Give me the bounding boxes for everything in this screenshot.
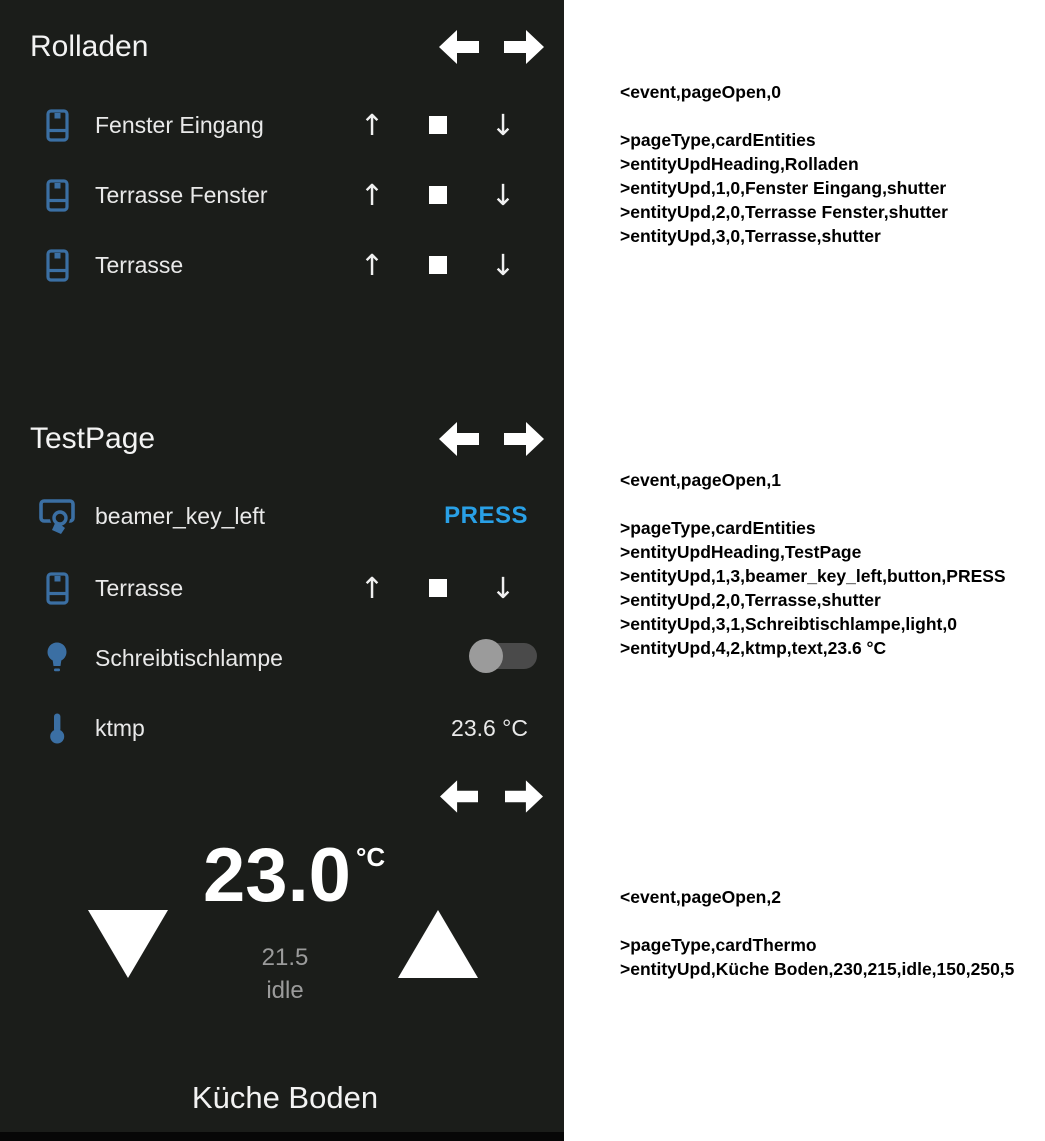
- protocol-command-line: >entityUpdHeading,Rolladen: [620, 154, 859, 174]
- window-shutter-icon: [38, 566, 76, 610]
- arrow-right-bold-icon: [504, 422, 544, 461]
- nav-next-button[interactable]: [503, 422, 545, 460]
- protocol-command-line: >pageType,cardEntities: [620, 518, 816, 538]
- entity-row: [0, 636, 564, 680]
- protocol-command-line: >entityUpd,Küche Boden,230,215,idle,150,250,5: [620, 959, 1015, 979]
- temp-increase-button[interactable]: [398, 910, 478, 978]
- arrow-down-icon: ↓: [490, 571, 516, 605]
- lightbulb-icon: [38, 636, 76, 680]
- thermometer-icon: [38, 706, 76, 750]
- protocol-command-line: >entityUpd,3,0,Terrasse,shutter: [620, 226, 881, 246]
- protocol-command-line: >entityUpdHeading,TestPage: [620, 542, 862, 562]
- protocol-event-line: <event,pageOpen,2: [620, 887, 781, 907]
- protocol-block-page2: [620, 885, 1040, 981]
- protocol-command-line: >entityUpd,4,2,ktmp,text,23.6 °C: [620, 638, 887, 658]
- shutter-down-button[interactable]: [483, 566, 523, 610]
- nav-next-button[interactable]: [503, 30, 545, 68]
- thermostat-name: Küche Boden: [191, 1080, 379, 1115]
- arrow-right-bold-icon: [505, 780, 543, 818]
- arrow-right-bold-icon: [504, 30, 544, 69]
- window-shutter-icon: [38, 103, 76, 147]
- protocol-command-line: >entityUpd,2,0,Terrasse Fenster,shutter: [620, 202, 948, 222]
- gesture-tap-button-icon: [38, 494, 76, 538]
- entity-label: Fenster Eingang: [95, 112, 264, 138]
- shutter-stop-button[interactable]: [429, 116, 447, 134]
- entity-label: ktmp: [95, 715, 145, 741]
- press-button[interactable]: PRESS: [444, 502, 528, 529]
- shutter-stop-button[interactable]: [429, 579, 447, 597]
- arrow-down-icon: ↓: [490, 108, 516, 142]
- protocol-command-line: >pageType,cardEntities: [620, 130, 816, 150]
- page-title-rolladen: Rolladen: [30, 30, 149, 63]
- arrow-down-icon: ↓: [490, 178, 516, 212]
- entity-label: Terrasse Fenster: [95, 182, 268, 208]
- nav-prev-button[interactable]: [438, 30, 480, 68]
- protocol-commands: [620, 516, 1040, 660]
- temp-decrease-button[interactable]: [88, 910, 168, 978]
- shutter-stop-button[interactable]: [429, 256, 447, 274]
- shutter-down-button[interactable]: [483, 103, 523, 147]
- shutter-up-button[interactable]: [352, 173, 392, 217]
- shutter-stop-button[interactable]: [429, 186, 447, 204]
- protocol-commands: [620, 128, 1040, 248]
- entity-label: Terrasse: [95, 252, 184, 278]
- shutter-up-button[interactable]: [352, 243, 392, 287]
- current-temperature: 23.0: [203, 833, 351, 918]
- protocol-block-page1: [620, 468, 1040, 660]
- entity-row: [0, 103, 564, 147]
- entity-row: [0, 566, 564, 610]
- sensor-value: 23.6 °C: [451, 715, 528, 741]
- protocol-command-line: >pageType,cardThermo: [620, 935, 817, 955]
- arrow-down-icon: ↓: [490, 248, 516, 282]
- entity-label: Terrasse: [95, 575, 184, 601]
- protocol-event-line: <event,pageOpen,0: [620, 82, 781, 102]
- window-shutter-icon: [38, 173, 76, 217]
- entity-row: [0, 243, 564, 287]
- protocol-command-line: >entityUpd,3,1,Schreibtischlampe,light,0: [620, 614, 957, 634]
- shutter-up-button[interactable]: [352, 103, 392, 147]
- arrow-left-bold-icon: [439, 30, 479, 69]
- shutter-down-button[interactable]: [483, 243, 523, 287]
- entity-row: [0, 706, 564, 750]
- protocol-block-page0: [620, 80, 1040, 248]
- entity-label: Schreibtischlampe: [95, 645, 283, 671]
- arrow-left-bold-icon: [439, 422, 479, 461]
- target-temperature: 21.5: [261, 944, 309, 971]
- arrow-up-icon: ↑: [359, 178, 385, 212]
- window-shutter-icon: [38, 243, 76, 287]
- light-toggle-switch[interactable]: [469, 639, 539, 677]
- protocol-event-line: <event,pageOpen,1: [620, 470, 781, 490]
- protocol-command-line: >entityUpd,1,0,Fenster Eingang,shutter: [620, 178, 947, 198]
- nav-prev-button[interactable]: [438, 780, 480, 818]
- nav-prev-button[interactable]: [438, 422, 480, 460]
- arrow-up-icon: ↑: [359, 248, 385, 282]
- arrow-left-bold-icon: [440, 780, 478, 818]
- protocol-command-line: >entityUpd,1,3,beamer_key_left,button,PRESS: [620, 566, 1006, 586]
- entity-label: beamer_key_left: [95, 503, 266, 529]
- protocol-command-line: >entityUpd,2,0,Terrasse,shutter: [620, 590, 881, 610]
- entity-row: [0, 173, 564, 217]
- hvac-status: idle: [266, 977, 304, 1004]
- temperature-unit: °C: [356, 842, 386, 872]
- page-title-testpage: TestPage: [30, 422, 156, 455]
- arrow-up-icon: ↑: [359, 571, 385, 605]
- entity-row: [0, 494, 564, 538]
- shutter-down-button[interactable]: [483, 173, 523, 217]
- toggle-knob: [469, 639, 503, 673]
- arrow-up-icon: ↑: [359, 108, 385, 142]
- protocol-commands: [620, 933, 1040, 981]
- panel-bottom-edge: [0, 1132, 564, 1141]
- shutter-up-button[interactable]: [352, 566, 392, 610]
- nav-next-button[interactable]: [503, 780, 545, 818]
